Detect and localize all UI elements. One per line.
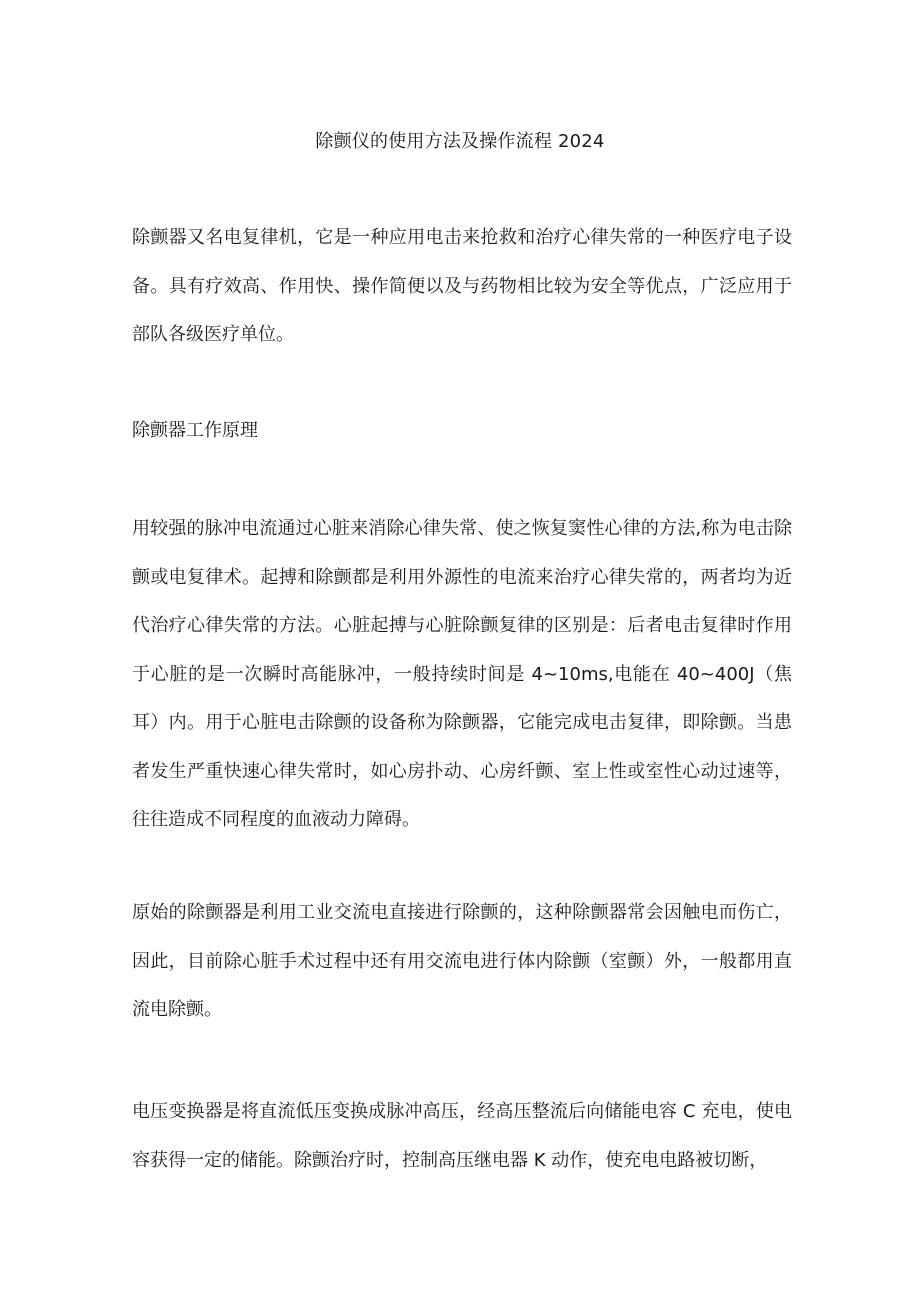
- principle-paragraph: 用较强的脉冲电流通过心脏来消除心律失常、使之恢复窦性心律的方法,称为电击除颤或电复律术。起搏和除颤都是利用外源性的电流来治疗心律失常的，两者均为近代治疗心律失常的方法。心脏起搏与心脏除颤复律的区别是：后者电击复律时作用于心脏的是一次瞬时高能脉冲，一般持续时间是 4~10ms,电能在 40~400J（焦耳）内。用于心脏电击除颤的设备称为除颤器，它能完成电击复律，即除颤。当患者发生严重快速心律失常时，如心房扑动、心房纤颤、室上性或室性心动过速等，往往造成不同程度的血液动力障碍。: [132, 518, 792, 830]
- history-paragraph: 原始的除颤器是利用工业交流电直接进行除颤的，这种除颤器常会因触电而伤亡，因此，目前除心脏手术过程中还有用交流电进行体内除颤（室颤）外，一般都用直流电除颤。: [132, 902, 792, 1020]
- section-heading: 除颤器工作原理: [132, 420, 258, 441]
- converter-paragraph: 电压变换器是将直流低压变换成脉冲高压，经高压整流后向储能电容 C 充电，使电容获得一定的储能。除颤治疗时，控制高压继电器 K 动作，使充电电路被切断，: [132, 1101, 792, 1171]
- document-title: 除颤仪的使用方法及操作流程 2024: [315, 131, 605, 152]
- intro-paragraph: 除颤器又名电复律机，它是一种应用电击来抢救和治疗心律失常的一种医疗电子设备。具有疗效高、作用快、操作简便以及与药物相比较为安全等优点，广泛应用于部队各级医疗单位。: [132, 227, 792, 345]
